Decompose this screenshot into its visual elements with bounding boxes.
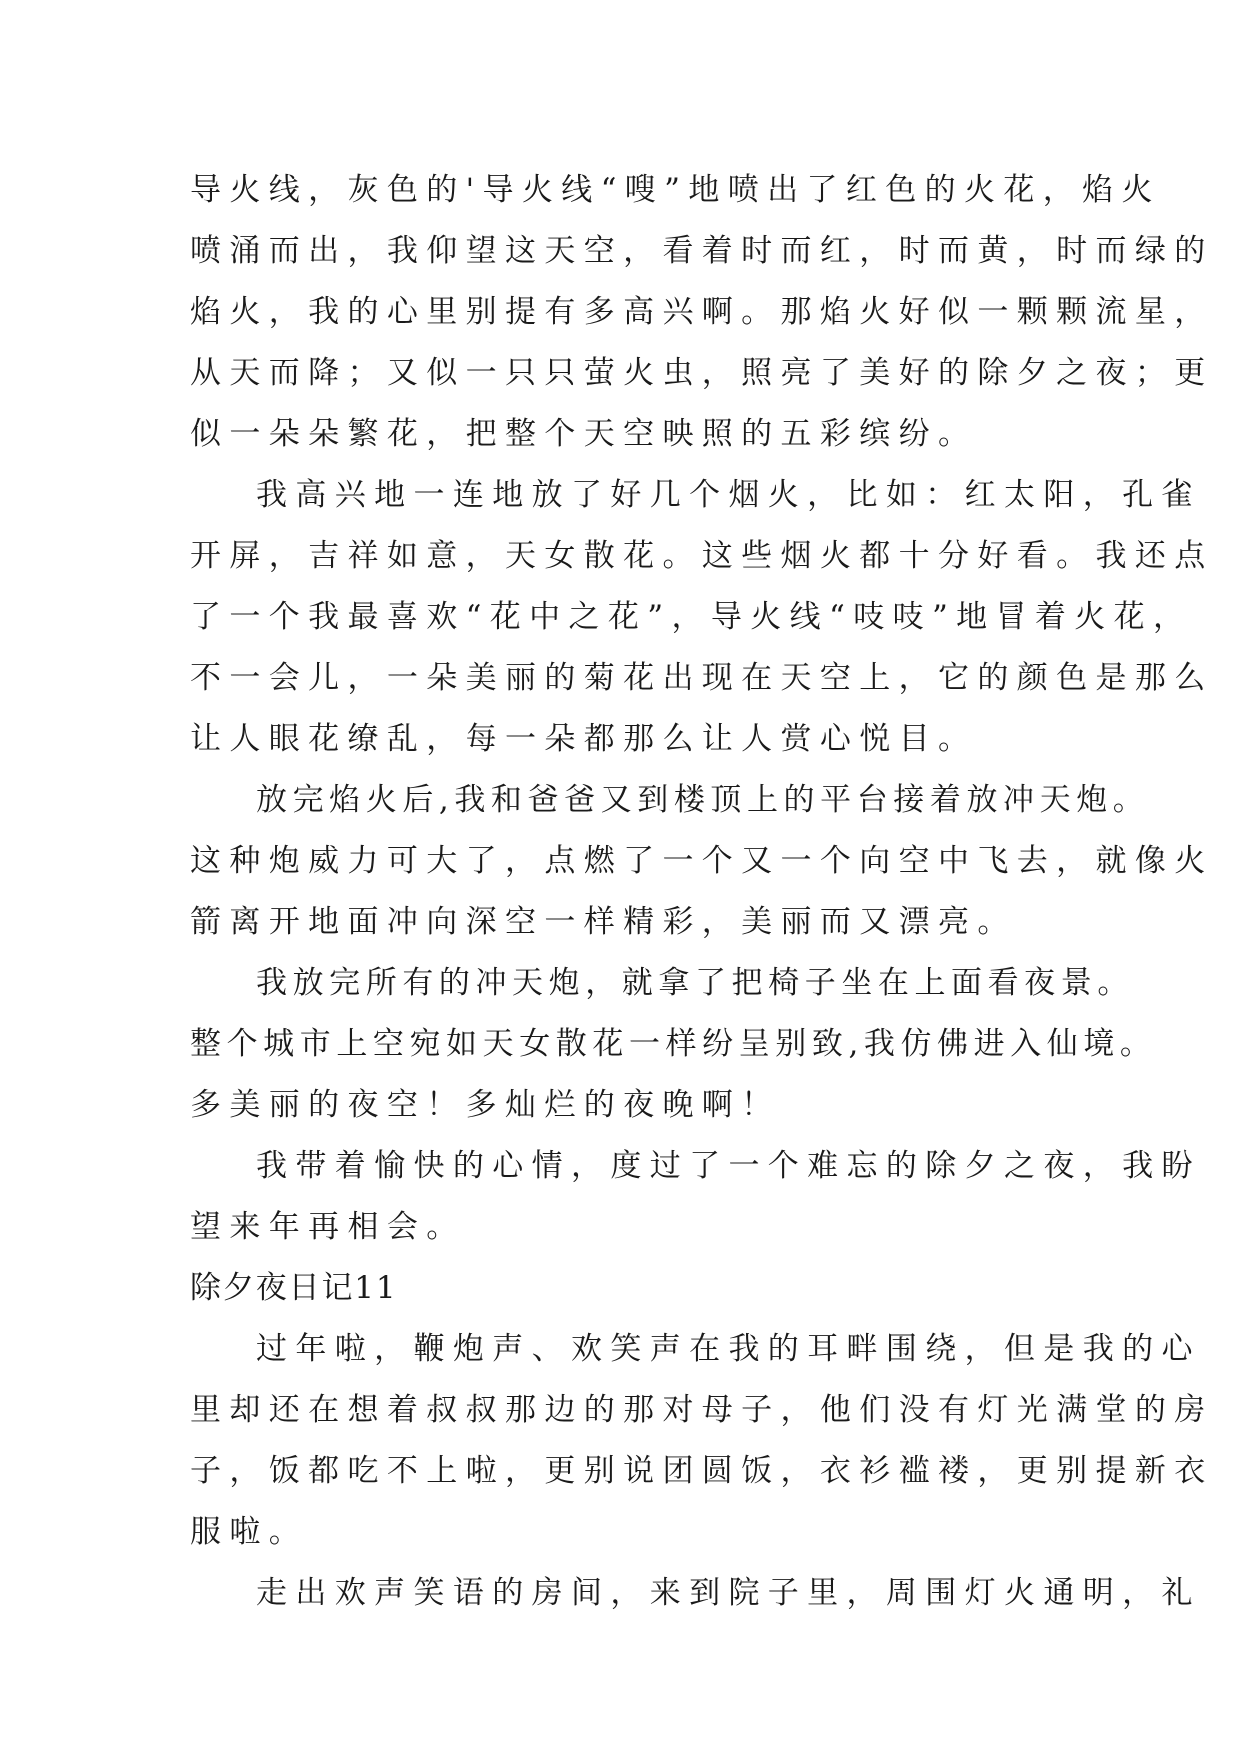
text-line: 里却还在想着叔叔那边的那对母子，他们没有灯光满堂的房	[190, 1392, 1214, 1428]
text-line: 导火线，灰色的'导火线“嗖”地喷出了红色的火花，焰火	[190, 172, 1161, 208]
text-line: 我带着愉快的心情，度过了一个难忘的除夕之夜，我盼	[256, 1148, 1201, 1184]
text-line: 走出欢声笑语的房间，来到院子里，周围灯火通明，礼	[256, 1575, 1201, 1611]
text-line: 开屏，吉祥如意，天女散花。这些烟火都十分好看。我还点	[190, 538, 1214, 574]
text-line: 焰火，我的心里别提有多高兴啊。那焰火好似一颗颗流星，	[190, 294, 1214, 330]
text-line: 让人眼花缭乱，每一朵都那么让人赏心悦目。	[190, 721, 978, 757]
section-heading: 除夕夜日记11	[190, 1270, 398, 1306]
text-line: 这种炮威力可大了，点燃了一个又一个向空中飞去，就像火	[190, 843, 1214, 879]
text-line: 放完焰火后,我和爸爸又到楼顶上的平台接着放冲天炮。	[256, 782, 1150, 818]
text-line: 多美丽的夜空！多灿烂的夜晚啊！	[190, 1087, 781, 1123]
text-line: 了一个我最喜欢“花中之花”，导火线“吱吱”地冒着火花，	[190, 599, 1193, 635]
text-line: 箭离开地面冲向深空一样精彩，美丽而又漂亮。	[190, 904, 1017, 940]
text-line: 子，饭都吃不上啦，更别说团圆饭，衣衫褴褛，更别提新衣	[190, 1453, 1214, 1489]
text-line: 不一会儿，一朵美丽的菊花出现在天空上，它的颜色是那么	[190, 660, 1214, 696]
text-line: 我放完所有的冲天炮，就拿了把椅子坐在上面看夜景。	[256, 965, 1134, 1001]
text-line: 服啦。	[190, 1514, 309, 1550]
text-line: 喷涌而出，我仰望这天空，看着时而红，时而黄，时而绿的	[190, 233, 1214, 269]
text-line: 过年啦，鞭炮声、欢笑声在我的耳畔围绕，但是我的心	[256, 1331, 1201, 1367]
text-line: 我高兴地一连地放了好几个烟火，比如：红太阳，孔雀	[256, 477, 1201, 513]
text-line: 从天而降；又似一只只萤火虫，照亮了美好的除夕之夜；更	[190, 355, 1214, 391]
diary-text-body	[190, 160, 1214, 1624]
text-line: 望来年再相会。	[190, 1209, 466, 1245]
text-line: 整个城市上空宛如天女散花一样纷呈别致,我仿佛进入仙境。	[190, 1026, 1157, 1062]
text-line: 似一朵朵繁花，把整个天空映照的五彩缤纷。	[190, 416, 978, 452]
